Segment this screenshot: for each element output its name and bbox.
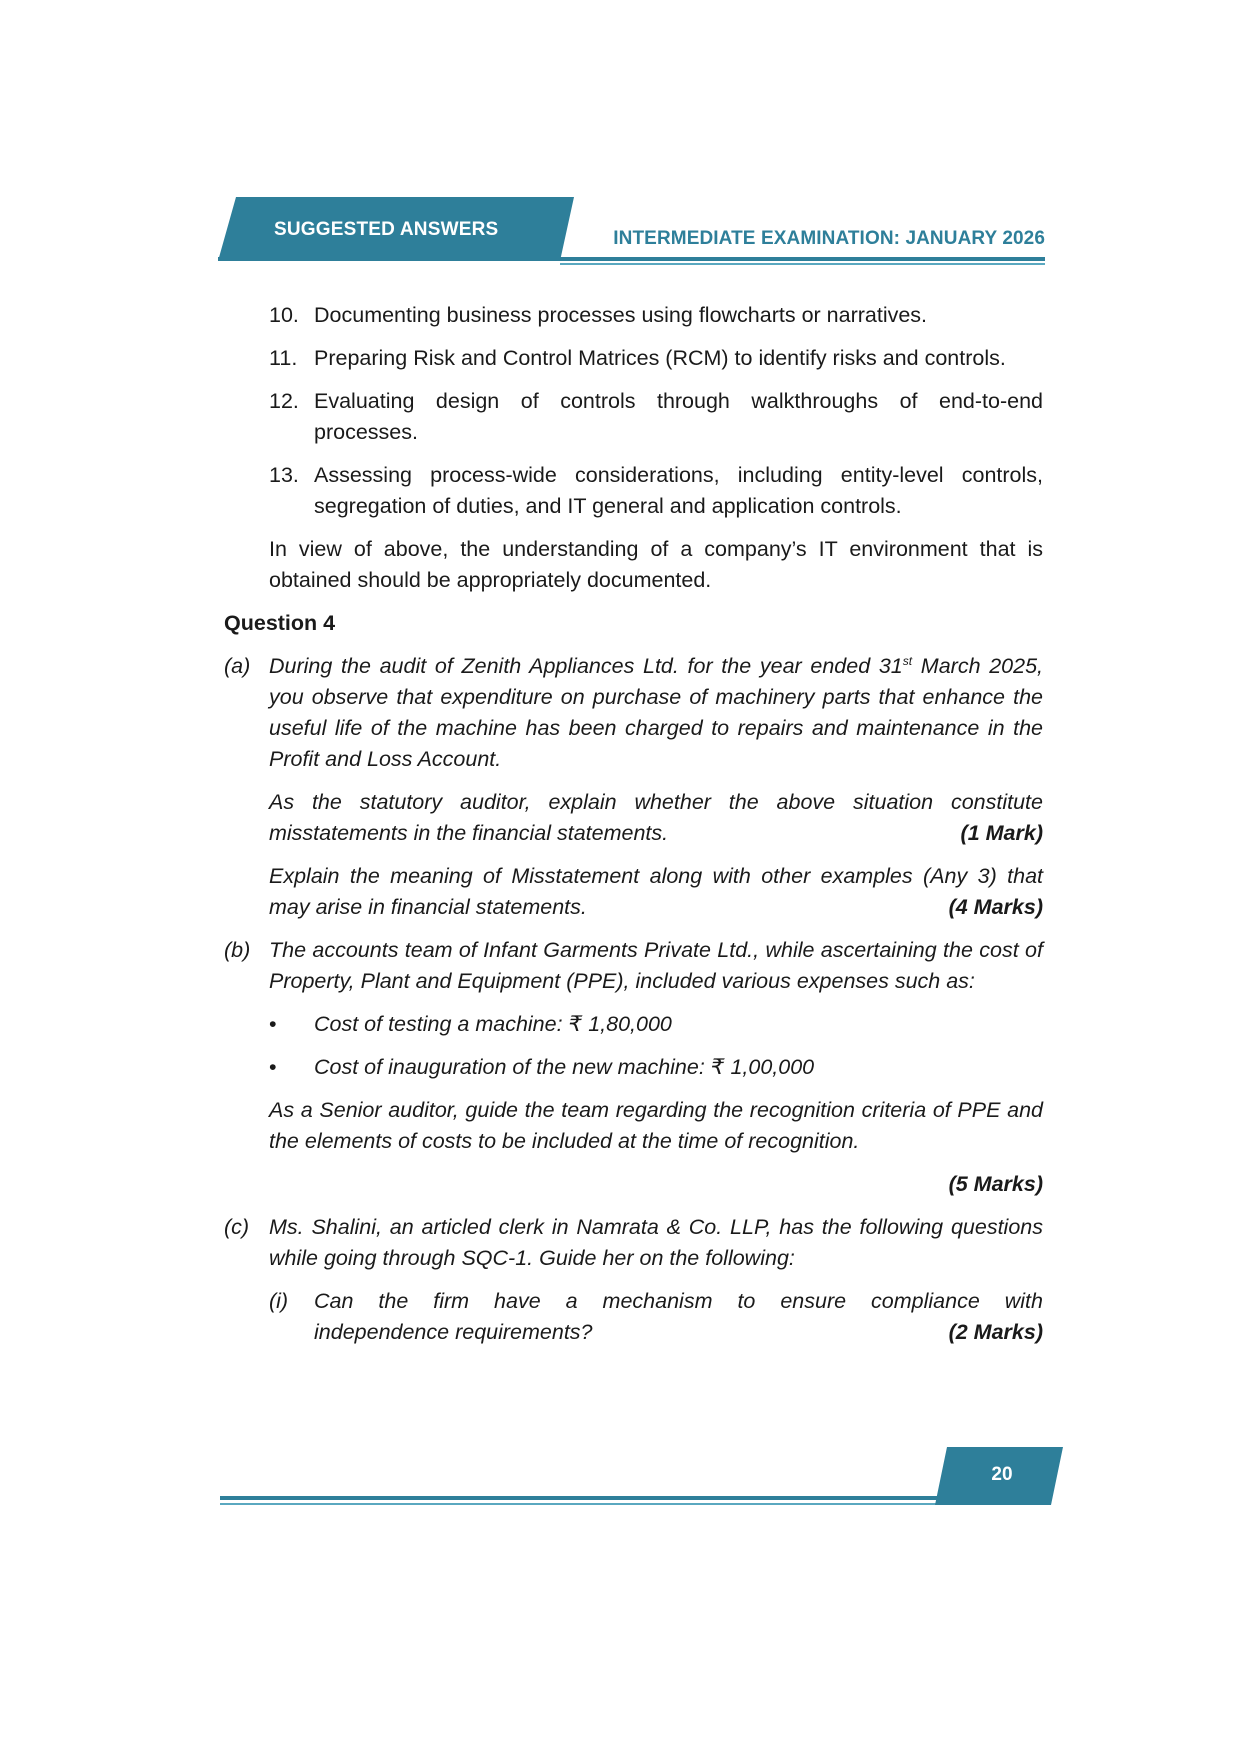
exam-title: INTERMEDIATE EXAMINATION: JANUARY 2026 [613,228,1045,249]
bullet-icon: • [269,1012,277,1036]
question-part-c [224,1212,1043,1274]
sub-text [314,1286,1043,1348]
part-label: (c) [224,1215,250,1239]
part-a-question-2-line2: may arise in financial statements. [269,895,587,919]
list-item [269,1009,1043,1040]
part-a-text-end: March 2025, you observe that expenditure on purchase of machinery parts that enhance the useful life of the machine has been charged to repairs and maintenance in the Profit and Loss Account. [269,654,1044,771]
list-item-number: 12. [269,389,299,413]
page-number: 20 [991,1464,1013,1485]
part-label: (a) [224,654,251,678]
list-item-text: Evaluating design of controls through walkthroughs of end-to-end processes. [314,389,1043,444]
footer-rule [220,1496,1046,1500]
marks-badge: (4 Marks) [948,895,1043,919]
list-item-text: Documenting business processes using flowcharts or narratives. [314,303,928,327]
list-item-number: 11. [269,346,298,370]
list-item [224,386,1043,448]
part-c-text: Ms. Shalini, an articled clerk in Namrata & Co. LLP, has the following questions while going through SQC-1. Guide her on the following: [269,1215,1043,1270]
sub-text-line1: Can the firm have a mechanism to ensure compliance with [314,1289,1043,1313]
part-a-question-1-line2: misstatements in the financial statements. [269,821,669,845]
sub-label: (i) [269,1289,289,1313]
list-item-number: 10. [269,303,299,327]
part-b-text: The accounts team of Infant Garments Private Ltd., while ascertaining the cost of Property, Plant and Equipment (PPE), included various expenses such as: [269,938,1043,993]
part-b-guide: As a Senior auditor, guide the team regarding the recognition criteria of PPE and the elements of costs to be included at the time of recognition. [269,1098,1043,1153]
list-item-text: Assessing process-wide considerations, including entity-level controls, segregation of duties, and IT general and application controls. [314,463,1043,518]
part-c-subquestion-i [269,1286,1043,1348]
part-a-question-2-row [269,892,1043,923]
document-body [224,300,1043,1360]
header-tab-label: SUGGESTED ANSWERS [274,219,499,240]
list-item [269,1052,1043,1083]
part-a-question-1-line1: As the statutory auditor, explain whether the above situation constitute [269,790,1043,814]
header-rule-thin [560,263,1045,265]
question-part-a [224,651,1043,775]
bullet-text: Cost of testing a machine: ₹ 1,80,000 [314,1012,672,1036]
sub-text-line2: independence requirements? [314,1320,593,1344]
part-a-question-1-row [269,818,1043,849]
list-item-text: Preparing Risk and Control Matrices (RCM) to identify risks and controls. [314,346,1006,370]
marks-badge: (5 Marks) [948,1172,1043,1196]
conclusion-paragraph: In view of above, the understanding of a company’s IT environment that is obtained should be appropriately documented. [269,537,1043,592]
question-title: Question 4 [224,611,336,635]
list-item-number: 13. [269,463,299,487]
part-a-text [269,651,1043,775]
part-a-question-1 [224,787,1043,849]
footer-rule-thin [220,1503,1046,1505]
part-a-text-start: During the audit of Zenith Appliances Ltd. for the year ended 31 [269,654,903,678]
bullet-icon: • [269,1055,277,1079]
list-item [224,460,1043,522]
list-item [224,300,1043,331]
part-a-question-2-line1: Explain the meaning of Misstatement along with other examples (Any 3) that [269,864,1043,888]
sub-text-row [314,1317,1043,1348]
marks-badge: (1 Mark) [960,821,1043,845]
header-rule [218,257,1045,261]
marks-badge: (2 Marks) [948,1320,1043,1344]
bullet-text: Cost of inauguration of the new machine: ₹ 1,00,000 [314,1055,815,1079]
question-part-b [224,935,1043,997]
part-label: (b) [224,938,251,962]
ordinal-suffix: st [902,653,913,668]
part-a-question-2 [224,861,1043,923]
list-item [224,343,1043,374]
